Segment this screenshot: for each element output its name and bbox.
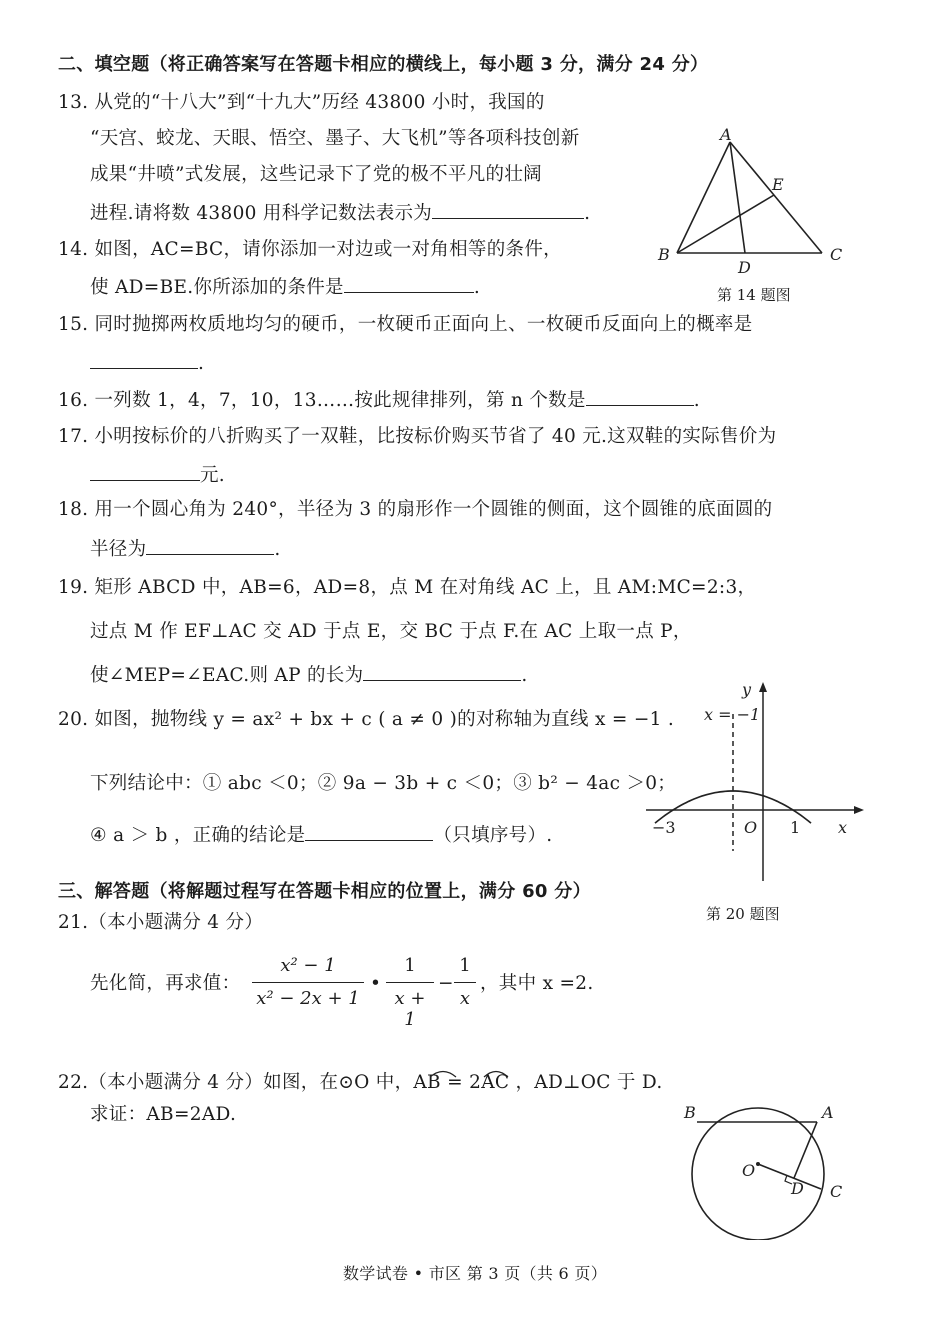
q20-line-2: 下列结论中：① abc ＜0；② 9a − 3b + c ＜0；③ b² − 4ac ＞0； [90,773,677,794]
q13-line-4-text: 进程.请将数 43800 用科学记数法表示为 [90,203,433,224]
q18-line-2 [90,536,281,562]
y-axis-label: y [742,680,752,699]
q18-line-1: 18. 用一个圆心角为 240°，半径为 3 的扇形作一个圆锥的侧面，这个圆锥的底面圆的 [58,499,773,520]
q20-figure-caption: 第 20 题图 [706,905,780,923]
q13-end: . [584,203,591,224]
q20-line-3-suffix: （只填序号）. [433,825,553,846]
q19-answer-blank[interactable] [363,662,521,681]
q18-end: . [274,539,281,560]
q16-end: . [693,390,700,411]
q14-end: . [473,277,481,298]
label-A: A [822,1103,834,1122]
q21-denominator-2: x + 1 [394,988,426,1030]
q21-suffix: ，其中 x =2. [480,973,594,994]
origin-label: O [744,818,758,837]
q22-arc-marks [428,1065,528,1079]
q14-line-1: 14. 如图，AC=BC，请你添加一对边或一对角相等的条件， [58,239,562,260]
label-O: O [742,1161,756,1180]
q21-fraction-1 [252,955,364,1015]
x-axis-arrow-icon [854,806,864,814]
q20-answer-blank[interactable] [305,822,433,841]
q14-figure-caption: 第 14 题图 [717,286,791,304]
q14-triangle-figure [650,120,860,290]
symmetry-axis-label: x = −1 [704,705,761,724]
q15-line-1: 15. 同时抛掷两枚质地均匀的硬币，一枚硬币正面向上、一枚硬币反面向上的概率是 [58,314,753,335]
q21-denominator-3: x [459,988,471,1009]
q15-end: . [198,353,205,374]
arc-ab-icon [430,1072,456,1078]
label-A: A [720,125,732,144]
q14-line-2-text: 使 AD=BE.你所添加的条件是 [90,277,344,298]
label-B: B [684,1103,696,1122]
q17-unit: 元. [200,465,225,486]
q17-line-2 [90,462,225,488]
q21-minus: − [438,973,454,994]
section-3-title: 三、解答题（将解题过程写在答题卡相应的位置上，满分 60 分） [58,881,591,902]
label-C: C [830,1182,843,1201]
q13-answer-blank[interactable] [432,200,584,219]
segment-AD [794,1122,817,1178]
q19-line-1: 19. 矩形 ABCD 中，AB=6，AD=8，点 M 在对角线 AC 上，且 AM:MC=2:3， [58,577,757,598]
x-axis-label: x [838,818,848,837]
segment-AC [730,142,822,253]
q14-line-2 [90,274,480,300]
q13-line-4 [90,200,590,226]
q16-line [58,387,700,413]
label-B: B [658,245,670,264]
label-C: C [830,245,843,264]
q13-line-1: 13. 从党的“十八大”到“十九大”历经 43800 小时，我国的 [58,92,545,113]
q15-answer-blank[interactable] [90,350,198,369]
segment-AD [730,142,745,253]
q21-denominator-1: x² − 2x + 1 [256,988,360,1009]
q21-fraction-3 [454,955,476,1015]
circle-o [692,1108,824,1240]
q21-numerator-2: 1 [404,955,416,976]
q18-line-2-text: 半径为 [90,539,147,560]
q21-prefix: 先化简，再求值： [90,973,241,994]
page-footer: 数学试卷 • 市区 第 3 页（共 6 页） [343,1264,607,1283]
q13-line-3: 成果“井喷”式发展，这些记录下了党的极不平凡的壮阔 [90,164,542,185]
q18-answer-blank[interactable] [146,536,274,555]
q19-line-3 [90,662,528,688]
label-D: D [738,258,751,277]
q13-line-2: “天宫、蛟龙、天眼、悟空、墨子、大飞机”等各项科技创新 [90,128,580,149]
q21-numerator-1: x² − 1 [280,955,336,976]
q21-header: 21.（本小题满分 4 分） [58,912,264,933]
q15-line-2 [90,350,204,376]
arc-ac-icon [484,1072,508,1078]
label-E: E [772,175,784,194]
tick-neg3: −3 [652,818,676,837]
q19-line-2: 过点 M 作 EF⊥AC 交 AD 于点 E，交 BC 于点 F.在 AC 上取一点 P， [90,621,692,642]
q21-fraction-2 [386,955,434,1030]
q22-line-2: 求证：AB=2AD. [90,1104,237,1125]
q22-circle-figure [670,1090,870,1240]
label-D: D [791,1179,804,1198]
q20-line-3 [90,822,552,848]
q19-line-3-text: 使∠MEP=∠EAC.则 AP 的长为 [90,665,364,686]
q20-parabola-figure [640,676,865,886]
q21-numerator-3: 1 [459,955,471,976]
q20-line-1: 20. 如图，抛物线 y = ax² + bx + c ( a ≠ 0 )的对称轴为直线 x = −1 . [58,709,675,730]
q22-line-1: 22.（本小题满分 4 分）如图，在⊙O 中，AB = 2AC ，AD⊥OC 于 D. [58,1072,663,1093]
tick-1: 1 [790,818,801,837]
section-2-title: 二、填空题（将正确答案写在答题卡相应的横线上，每小题 3 分，满分 24 分） [58,54,709,75]
q19-end: . [521,665,528,686]
q17-answer-blank[interactable] [90,462,200,481]
center-point-icon [756,1162,760,1166]
y-axis-arrow-icon [759,682,767,692]
q14-answer-blank[interactable] [344,274,474,293]
q16-answer-blank[interactable] [586,387,694,406]
q16-text: 16. 一列数 1，4，7，10，13……按此规律排列，第 n 个数是 [58,390,586,411]
q21-dot: • [370,973,382,994]
q20-line-3-text: ④ a ＞ b ，正确的结论是 [90,825,306,846]
radius-OC [758,1164,821,1189]
q17-line-1: 17. 小明按标价的八折购买了一双鞋，比按标价购买节省了 40 元.这双鞋的实际售价为 [58,426,777,447]
